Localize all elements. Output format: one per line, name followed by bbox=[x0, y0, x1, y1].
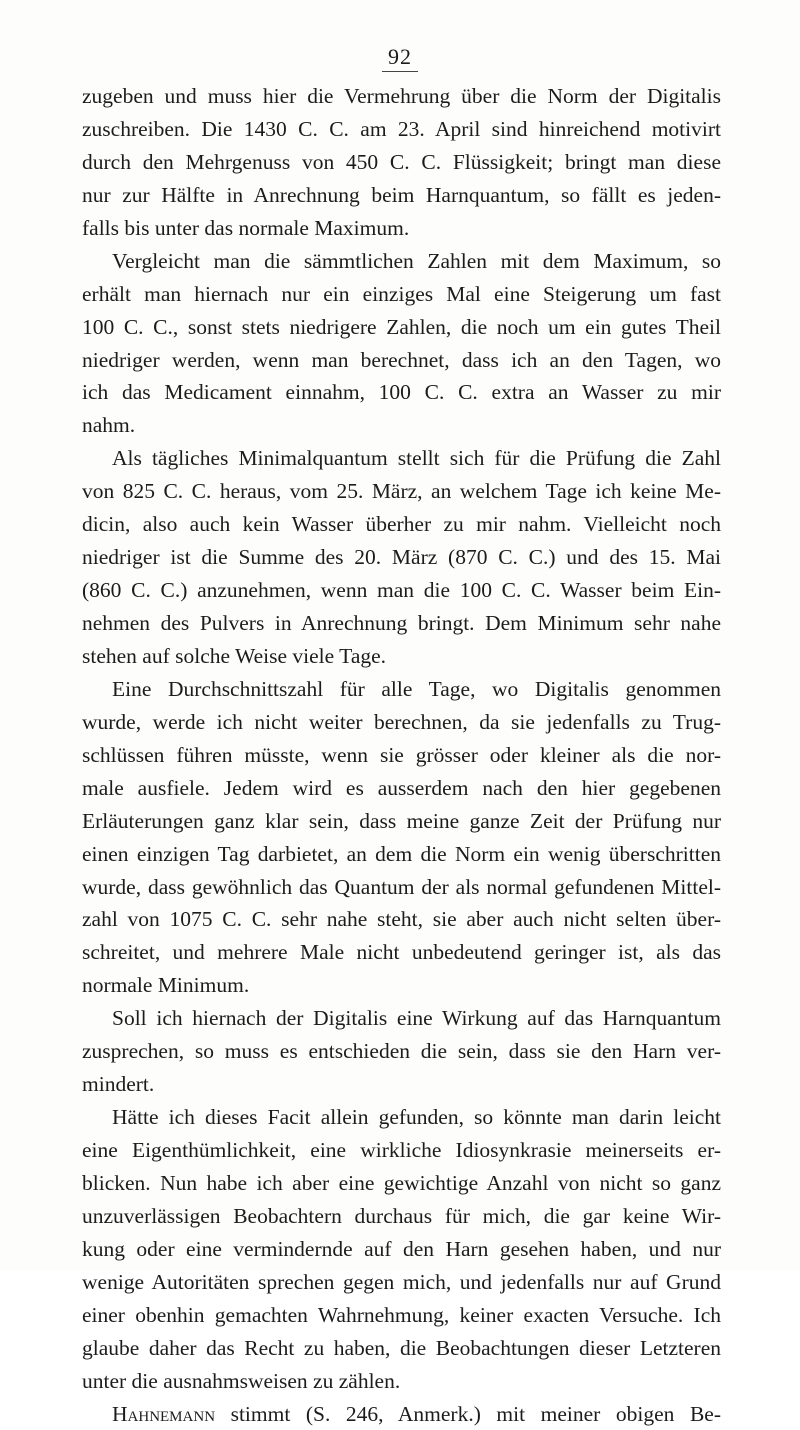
text-line: male ausfiele. Jedem wird es ausserdem nach den hier gegebenen bbox=[82, 772, 721, 805]
text-line: Eine Durchschnittszahl für alle Tage, wo Digitalis genommen bbox=[82, 673, 721, 706]
text-line: stehen auf solche Weise viele Tage. bbox=[82, 640, 721, 673]
text-line: einen einzigen Tag darbietet, an dem die Norm ein wenig überschritten bbox=[82, 838, 721, 871]
text-line: durch den Mehrgenuss von 450 C. C. Flüssigkeit; bringt man diese bbox=[82, 146, 721, 179]
text-line: Als tägliches Minimalquantum stellt sich für die Prüfung die Zahl bbox=[82, 442, 721, 475]
text-line: schlüssen führen müsste, wenn sie grösser oder kleiner als die nor- bbox=[82, 739, 721, 772]
text-line-final bbox=[82, 1398, 721, 1430]
text-line: zuschreiben. Die 1430 C. C. am 23. April sind hinreichend motivirt bbox=[82, 113, 721, 146]
final-line-rest: stimmt (S. 246, Anmerk.) mit meiner obigen Be- bbox=[215, 1402, 721, 1426]
text-line: Erläuterungen ganz klar sein, dass meine ganze Zeit der Prüfung nur bbox=[82, 805, 721, 838]
text-line: blicken. Nun habe ich aber eine gewichtige Anzahl von nicht so ganz bbox=[82, 1167, 721, 1200]
text-line: dicin, also auch kein Wasser überher zu mir nahm. Vielleicht noch bbox=[82, 508, 721, 541]
text-line: zusprechen, so muss es entschieden die sein, dass sie den Harn ver- bbox=[82, 1035, 721, 1068]
page-number-text: 92 bbox=[382, 44, 418, 72]
text-line: von 825 C. C. heraus, vom 25. März, an welchem Tage ich keine Me- bbox=[82, 475, 721, 508]
text-line: zugeben und muss hier die Vermehrung über die Norm der Digitalis bbox=[82, 80, 721, 113]
text-line: erhält man hiernach nur ein einziges Mal eine Steigerung um fast bbox=[82, 278, 721, 311]
text-line: wurde, dass gewöhnlich das Quantum der als normal gefundenen Mittel- bbox=[82, 871, 721, 904]
text-line: Soll ich hiernach der Digitalis eine Wirkung auf das Harnquantum bbox=[82, 1002, 721, 1035]
text-line: nehmen des Pulvers in Anrechnung bringt. Dem Minimum sehr nahe bbox=[82, 607, 721, 640]
author-name: Hahnemann bbox=[112, 1402, 215, 1426]
text-line: zahl von 1075 C. C. sehr nahe steht, sie aber auch nicht selten über- bbox=[82, 903, 721, 936]
text-line: eine Eigenthümlichkeit, eine wirkliche Idiosynkrasie meinerseits er- bbox=[82, 1134, 721, 1167]
page-number bbox=[0, 44, 800, 72]
text-line: wurde, werde ich nicht weiter berechnen, da sie jedenfalls zu Trug- bbox=[82, 706, 721, 739]
text-line: unter die ausnahmsweisen zu zählen. bbox=[82, 1365, 721, 1398]
text-line: nur zur Hälfte in Anrechnung beim Harnquantum, so fällt es jeden- bbox=[82, 179, 721, 212]
text-line: normale Minimum. bbox=[82, 969, 721, 1002]
text-line: ich das Medicament einnahm, 100 C. C. extra an Wasser zu mir bbox=[82, 376, 721, 409]
text-line: Vergleicht man die sämmtlichen Zahlen mit dem Maximum, so bbox=[82, 245, 721, 278]
text-line: unzuverlässigen Beobachtern durchaus für mich, die gar keine Wir- bbox=[82, 1200, 721, 1233]
text-line: (860 C. C.) anzunehmen, wenn man die 100 C. C. Wasser beim Ein- bbox=[82, 574, 721, 607]
text-line: falls bis unter das normale Maximum. bbox=[82, 212, 721, 245]
text-line: niedriger ist die Summe des 20. März (870 C. C.) und des 15. Mai bbox=[82, 541, 721, 574]
text-line: nahm. bbox=[82, 409, 721, 442]
text-line: 100 C. C., sonst stets niedrigere Zahlen, die noch um ein gutes Theil bbox=[82, 311, 721, 344]
text-line: Hätte ich dieses Facit allein gefunden, so könnte man darin leicht bbox=[82, 1101, 721, 1134]
text-line: glaube daher das Recht zu haben, die Beobachtungen dieser Letzteren bbox=[82, 1332, 721, 1365]
text-line: mindert. bbox=[82, 1068, 721, 1101]
text-line: einer obenhin gemachten Wahrnehmung, keiner exacten Versuche. Ich bbox=[82, 1299, 721, 1332]
text-line: wenige Autoritäten sprechen gegen mich, und jedenfalls nur auf Grund bbox=[82, 1266, 721, 1299]
text-line: schreitet, und mehrere Male nicht unbedeutend geringer ist, als das bbox=[82, 936, 721, 969]
body-text bbox=[82, 80, 721, 1430]
text-line: kung oder eine vermindernde auf den Harn gesehen haben, und nur bbox=[82, 1233, 721, 1266]
text-line: niedriger werden, wenn man berechnet, dass ich an den Tagen, wo bbox=[82, 344, 721, 377]
